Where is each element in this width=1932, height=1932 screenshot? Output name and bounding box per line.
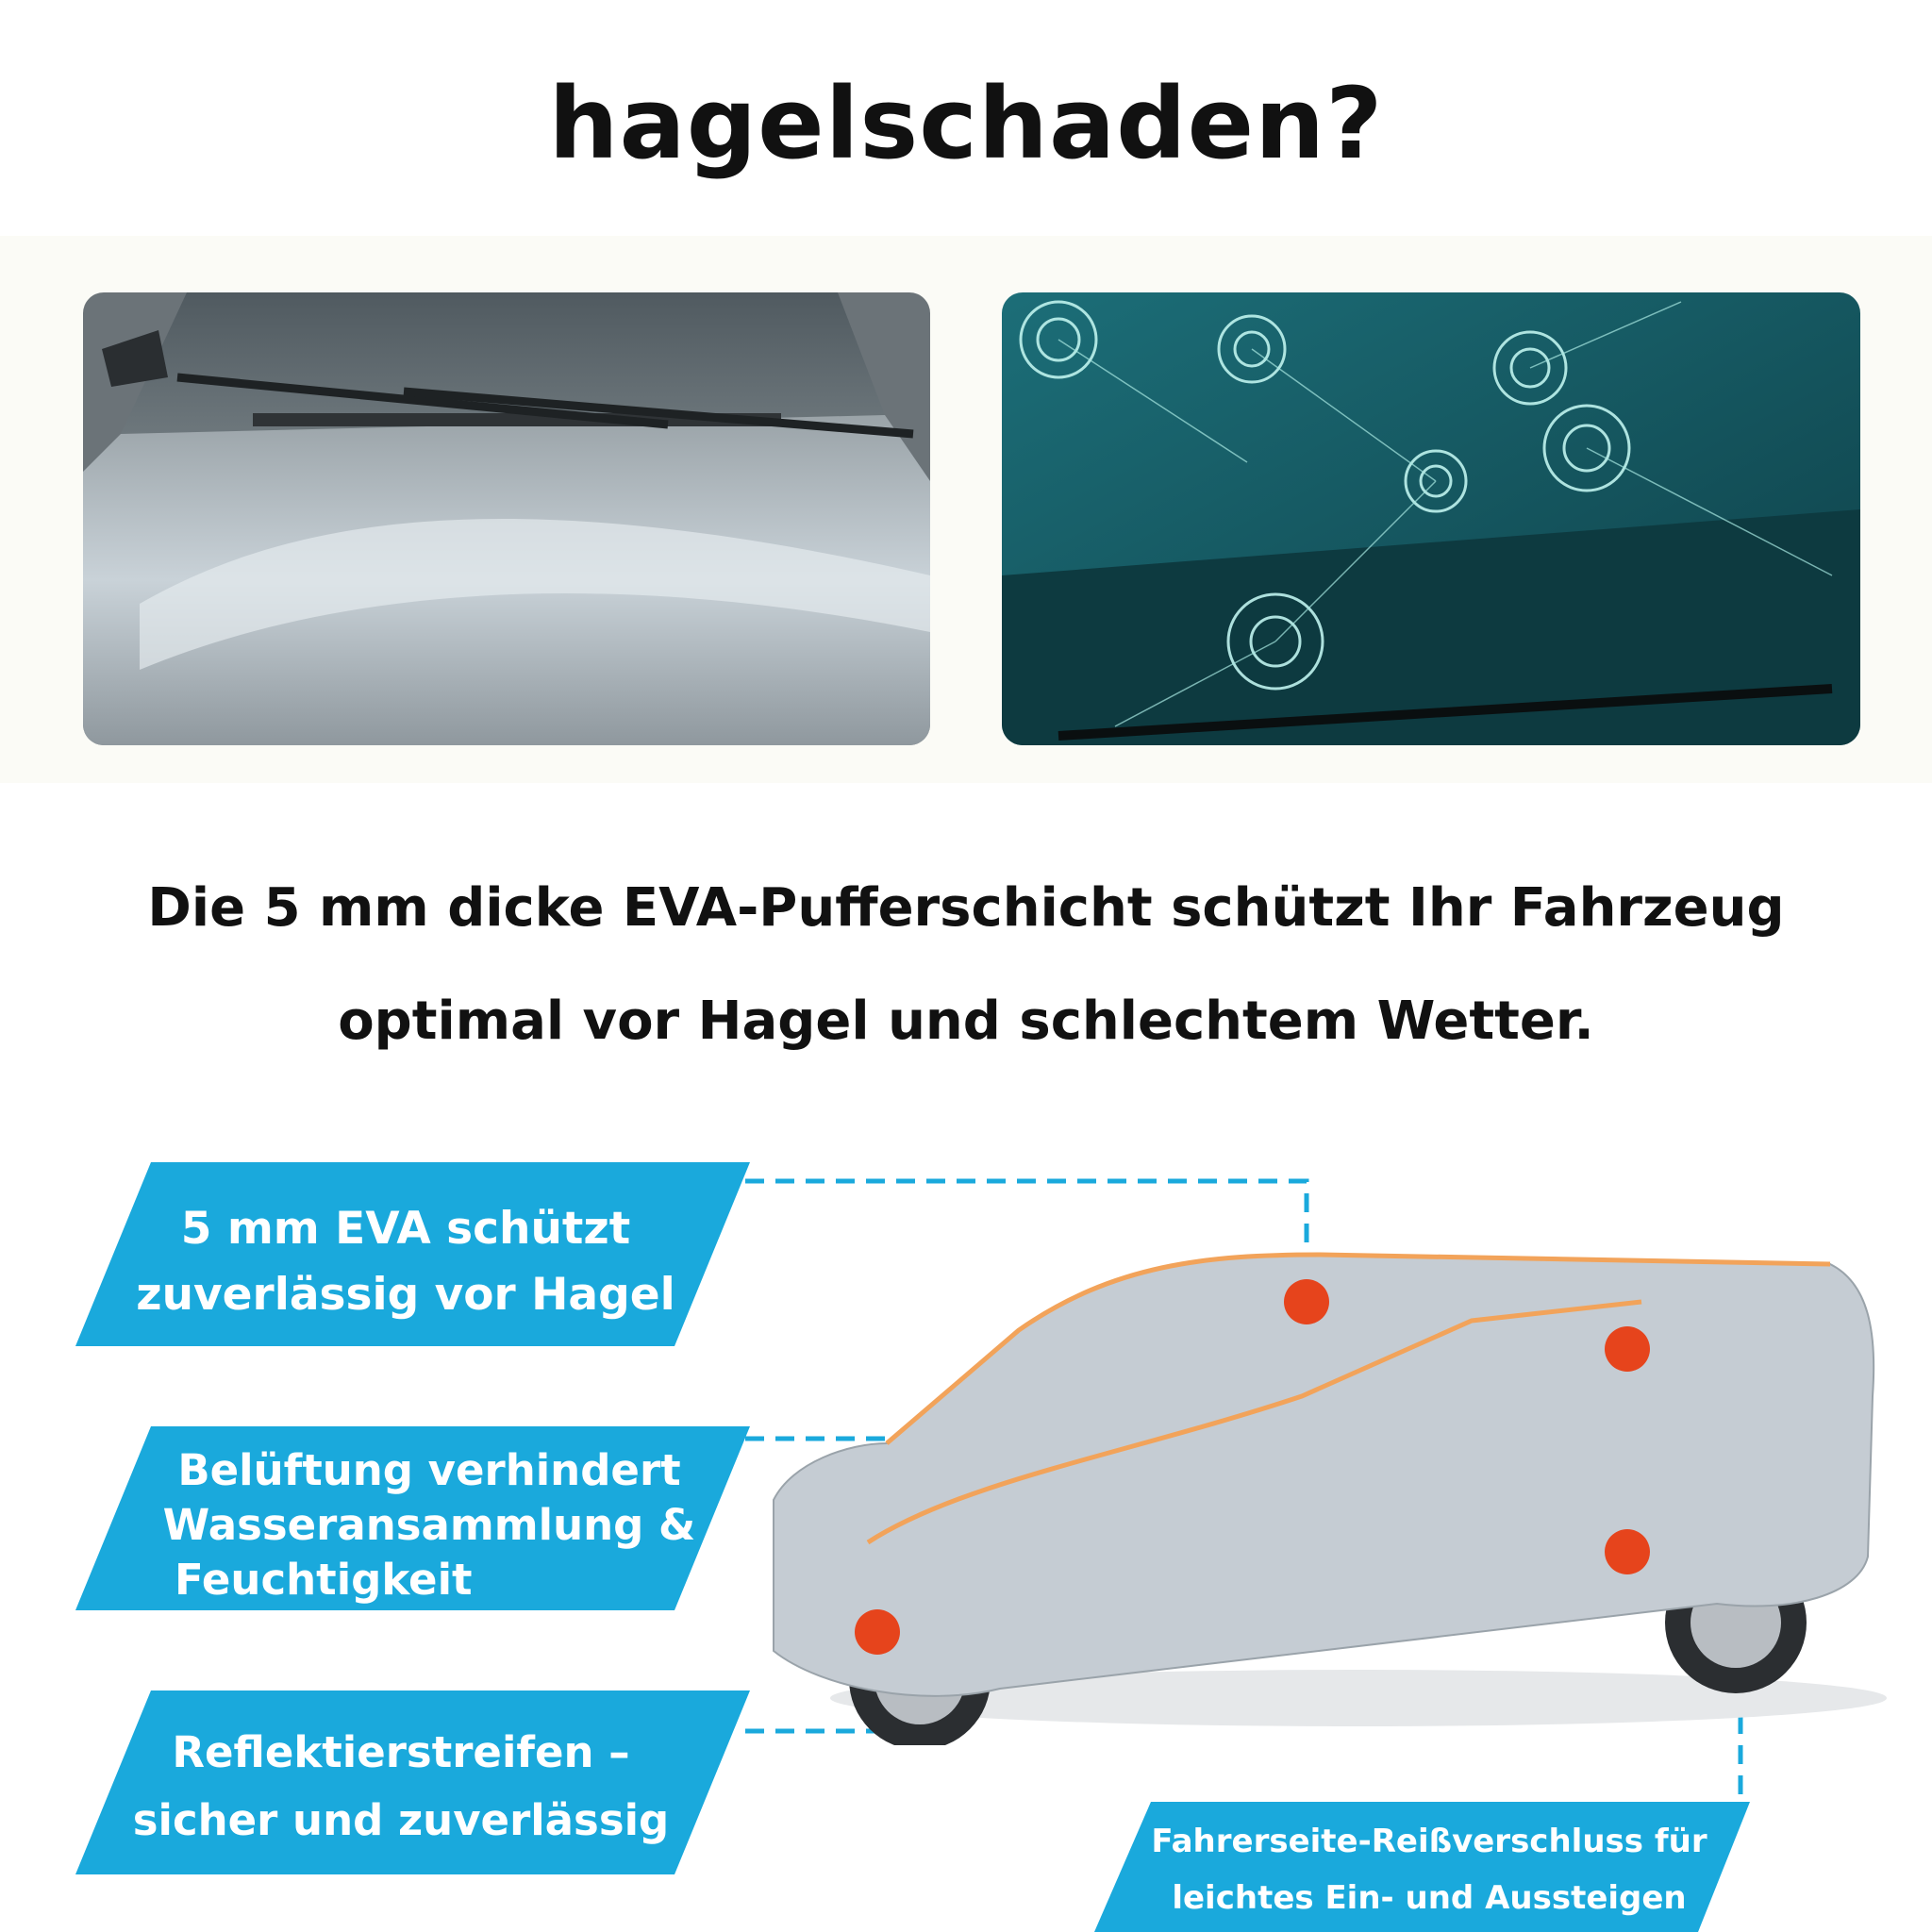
- hood-dents-photo: [83, 292, 930, 745]
- car-cover-illustration: [736, 1160, 1932, 1745]
- callout-eva-text: [132, 1196, 679, 1328]
- headline-line-1: Die 5 mm dicke EVA-Pufferschicht schützt Ihr Fahrzeug: [147, 877, 1785, 939]
- callout-ventilation-line-1: Belüftung verhindert: [177, 1445, 681, 1495]
- marker-roof: [1284, 1279, 1329, 1324]
- callout-ventilation-line-2: Wasseransammlung &: [162, 1500, 696, 1550]
- callout-zipper-text: [1137, 1813, 1722, 1926]
- headline-line-2: optimal vor Hagel und schlechtem Wetter.: [338, 991, 1594, 1052]
- callout-eva-line-1: 5 mm EVA schützt: [180, 1203, 631, 1255]
- callout-reflective-line-1: Reflektierstreifen –: [172, 1727, 630, 1777]
- marker-reflective: [855, 1609, 900, 1655]
- callout-reflective-text: [123, 1719, 679, 1855]
- callout-eva-line-2: zuverlässig vor Hagel: [136, 1269, 675, 1321]
- marker-zipper: [1605, 1529, 1650, 1574]
- callout-ventilation-line-3: Feuchtigkeit: [175, 1555, 473, 1605]
- callout-reflective-line-2: sicher und zuverlässig: [132, 1795, 670, 1845]
- marker-vent: [1605, 1326, 1650, 1372]
- page-title: hagelschaden?: [548, 66, 1384, 181]
- callout-zipper-line-2: leichtes Ein- und Aussteigen: [1172, 1879, 1687, 1917]
- cracked-windshield-photo: [1002, 292, 1860, 745]
- callout-ventilation-text: [142, 1443, 717, 1607]
- callout-zipper-line-1: Fahrerseite-Reißverschluss für: [1151, 1823, 1707, 1860]
